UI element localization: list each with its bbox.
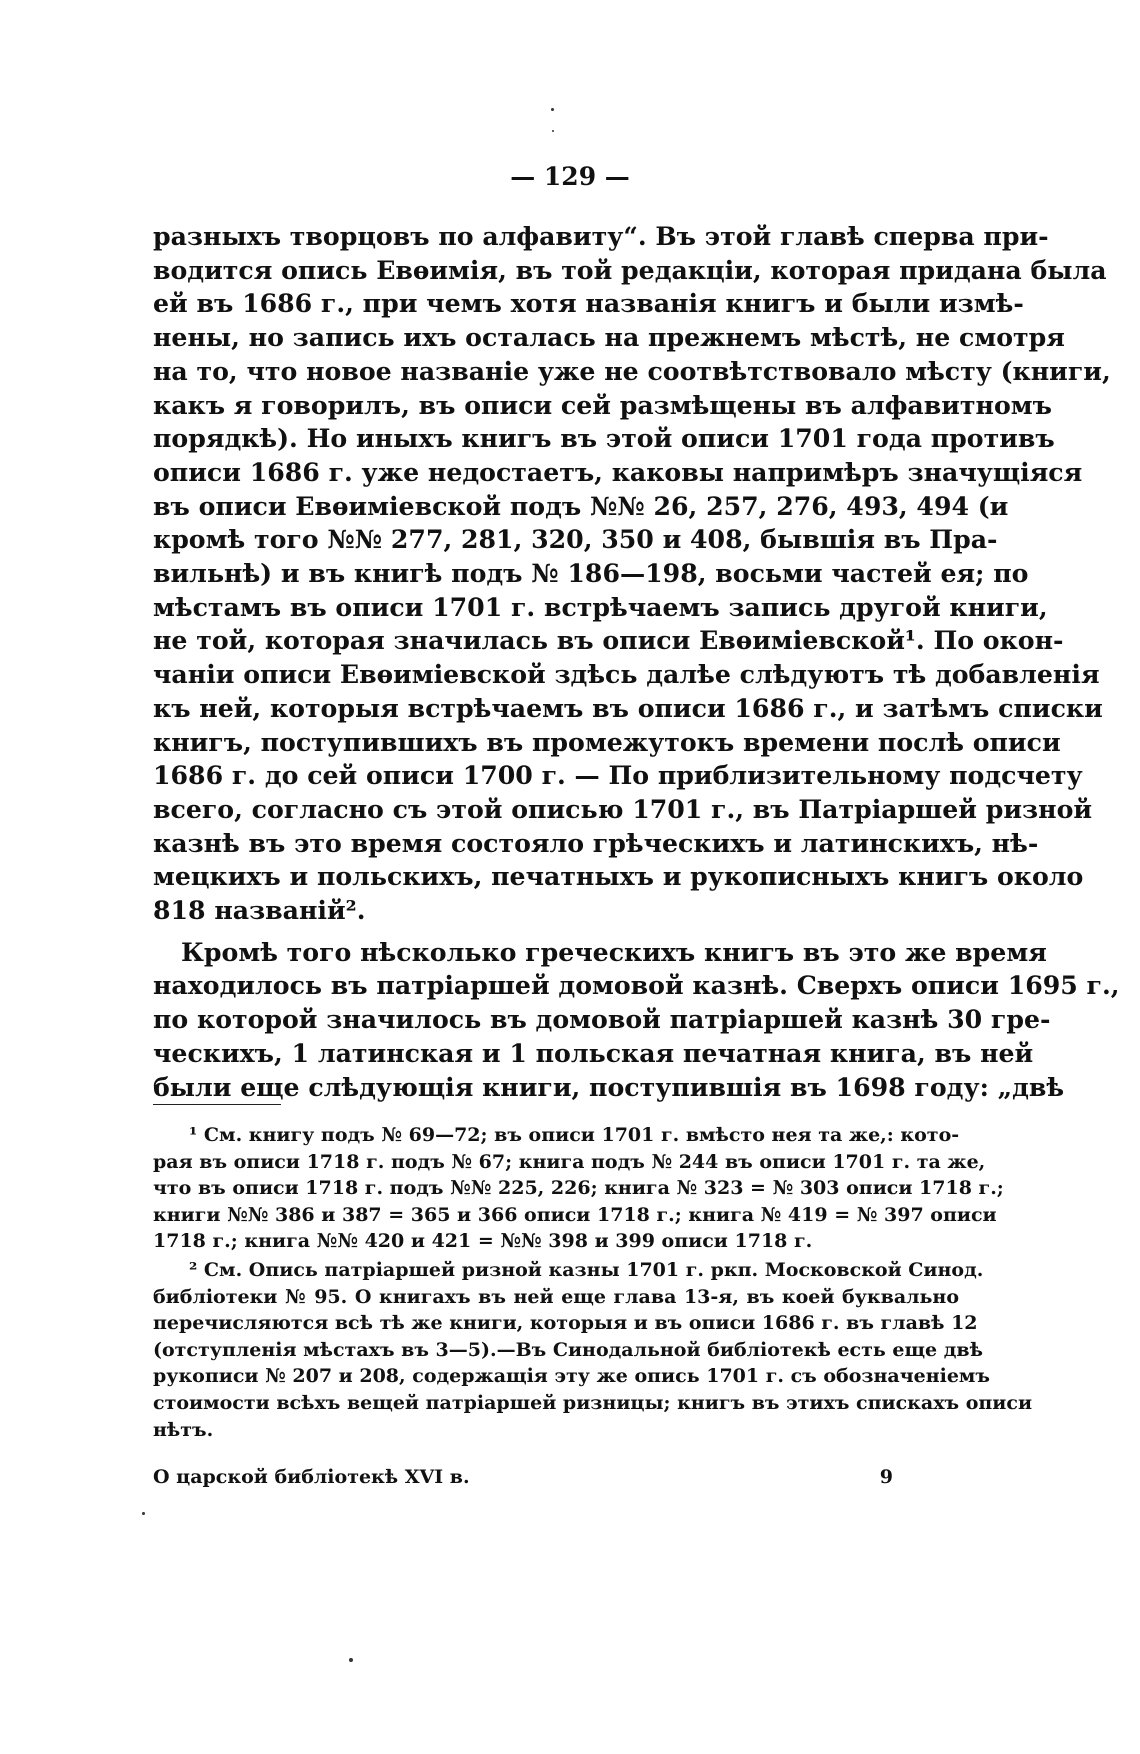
text-line: кромѣ того №№ 277, 281, 320, 350 и 408, бывшія въ Пра- — [153, 524, 998, 555]
text-line: описи 1686 г. уже недостаетъ, каковы напримѣръ значущіяся — [153, 456, 1083, 487]
text-line: въ описи Евѳиміевской подъ №№ 26, 257, 276, 493, 494 (и — [153, 490, 1009, 521]
page-number: — 129 — — [510, 162, 630, 191]
footnote-line: нѣтъ. — [153, 1418, 214, 1441]
footer-title: О царской библіотекѣ XVI в. — [153, 1466, 470, 1488]
main-text — [153, 220, 1120, 1104]
footnote-line: что въ описи 1718 г. подъ №№ 225, 226; книга № 323 = № 303 описи 1718 г.; — [153, 1177, 1004, 1200]
text-line: нены, но запись ихъ осталась на прежнемъ мѣстѣ, не смотря — [153, 322, 1065, 353]
scan-speck — [551, 108, 554, 111]
text-line: чаніи описи Евѳиміевской здѣсь далѣе слѣдуютъ тѣ добавленія — [153, 659, 1100, 690]
text-line: мецкихъ и польскихъ, печатныхъ и рукописныхъ книгъ около — [153, 861, 1084, 892]
text-line: вильнѣ) и въ книгѣ подъ № 186—198, восьми частей ея; по — [153, 558, 1029, 589]
text-line: водится опись Евѳимія, въ той редакціи, которая придана была — [153, 254, 1107, 285]
footnote-line: рая въ описи 1718 г. подъ № 67; книга подъ № 244 въ описи 1701 г. та же, — [153, 1150, 986, 1173]
footnote-line: 1718 г.; книга №№ 420 и 421 = №№ 398 и 399 описи 1718 г. — [153, 1230, 813, 1253]
footnote-line: стоимости всѣхъ вещей патріаршей ризницы; книгъ въ этихъ спискахъ описи — [153, 1391, 1033, 1414]
footnote-line: (отступленія мѣстахъ въ 3—5).—Въ Синодальной библіотекѣ есть еще двѣ — [153, 1338, 983, 1361]
scan-speck — [142, 1512, 145, 1515]
footnotes — [153, 1122, 1033, 1443]
scan-speck — [552, 130, 554, 132]
text-line: какъ я говорилъ, въ описи сей размѣщены въ алфавитномъ — [153, 389, 1052, 420]
text-line: не той, которая значилась въ описи Евѳиміевской¹. По окон- — [153, 625, 1064, 656]
footnote-line: книги №№ 386 и 387 = 365 и 366 описи 1718 г.; книга № 419 = № 397 описи — [153, 1203, 997, 1226]
text-line: по которой значилось въ домовой патріаршей казнѣ 30 гре- — [153, 1004, 1051, 1035]
footnote-separator — [153, 1104, 281, 1105]
text-line: были еще слѣдующія книги, поступившія въ 1698 году: „двѣ — [153, 1071, 1065, 1102]
signature-mark: 9 — [879, 1466, 893, 1488]
text-line: 818 названій². — [153, 895, 366, 926]
paragraph-2 — [153, 936, 1120, 1105]
footnote-line: ² См. Опись патріаршей ризной казны 1701 г. ркп. Московской Синод. — [189, 1258, 984, 1281]
text-line: разныхъ творцовъ по алфавиту“. Въ этой главѣ сперва при- — [153, 221, 1049, 251]
scan-speck — [349, 1658, 353, 1662]
text-line: ей въ 1686 г., при чемъ хотя названія книгъ и были измѣ- — [153, 288, 1024, 319]
text-line: 1686 г. до сей описи 1700 г. — По приблизительному подсчету — [153, 760, 1083, 791]
footnote-line: рукописи № 207 и 208, содержащія эту же опись 1701 г. съ обозначеніемъ — [153, 1365, 990, 1388]
footnote-1 — [153, 1122, 1004, 1255]
text-line: всего, согласно съ этой описью 1701 г., въ Патріаршей ризной — [153, 793, 1093, 824]
text-line: мѣстамъ въ описи 1701 г. встрѣчаемъ запись другой книги, — [153, 591, 1048, 622]
text-line: порядкѣ). Но иныхъ книгъ въ этой описи 1701 года противъ — [153, 423, 1055, 454]
text-line: ческихъ, 1 латинская и 1 польская печатная книга, въ ней — [153, 1037, 1034, 1068]
footnote-line: перечисляются всѣ тѣ же книги, которыя и въ описи 1686 г. въ главѣ 12 — [153, 1312, 978, 1335]
text-line: находилось въ патріаршей домовой казнѣ. Сверхъ описи 1695 г., — [153, 970, 1120, 1001]
text-line: Кромѣ того нѣсколько греческихъ книгъ въ это же время — [181, 936, 1047, 967]
paragraph-1 — [153, 220, 1111, 928]
text-line: къ ней, которыя встрѣчаемъ въ описи 1686 г., и затѣмъ списки — [153, 692, 1103, 723]
footnote-line: библіотеки № 95. О книгахъ въ ней еще глава 13-я, въ коей буквально — [153, 1285, 959, 1308]
footnote-2 — [153, 1257, 1033, 1443]
page-footer — [153, 1466, 893, 1488]
text-line: на то, что новое названіе уже не соотвѣтствовало мѣсту (книги, — [153, 355, 1111, 386]
footnote-line: ¹ См. книгу подъ № 69—72; въ описи 1701 г. вмѣсто нея та же,: кото- — [189, 1124, 960, 1146]
text-line: книгъ, поступившихъ въ промежутокъ времени послѣ описи — [153, 726, 1061, 757]
text-line: казнѣ въ это время состояло грѣческихъ и латинскихъ, нѣ- — [153, 827, 1039, 858]
